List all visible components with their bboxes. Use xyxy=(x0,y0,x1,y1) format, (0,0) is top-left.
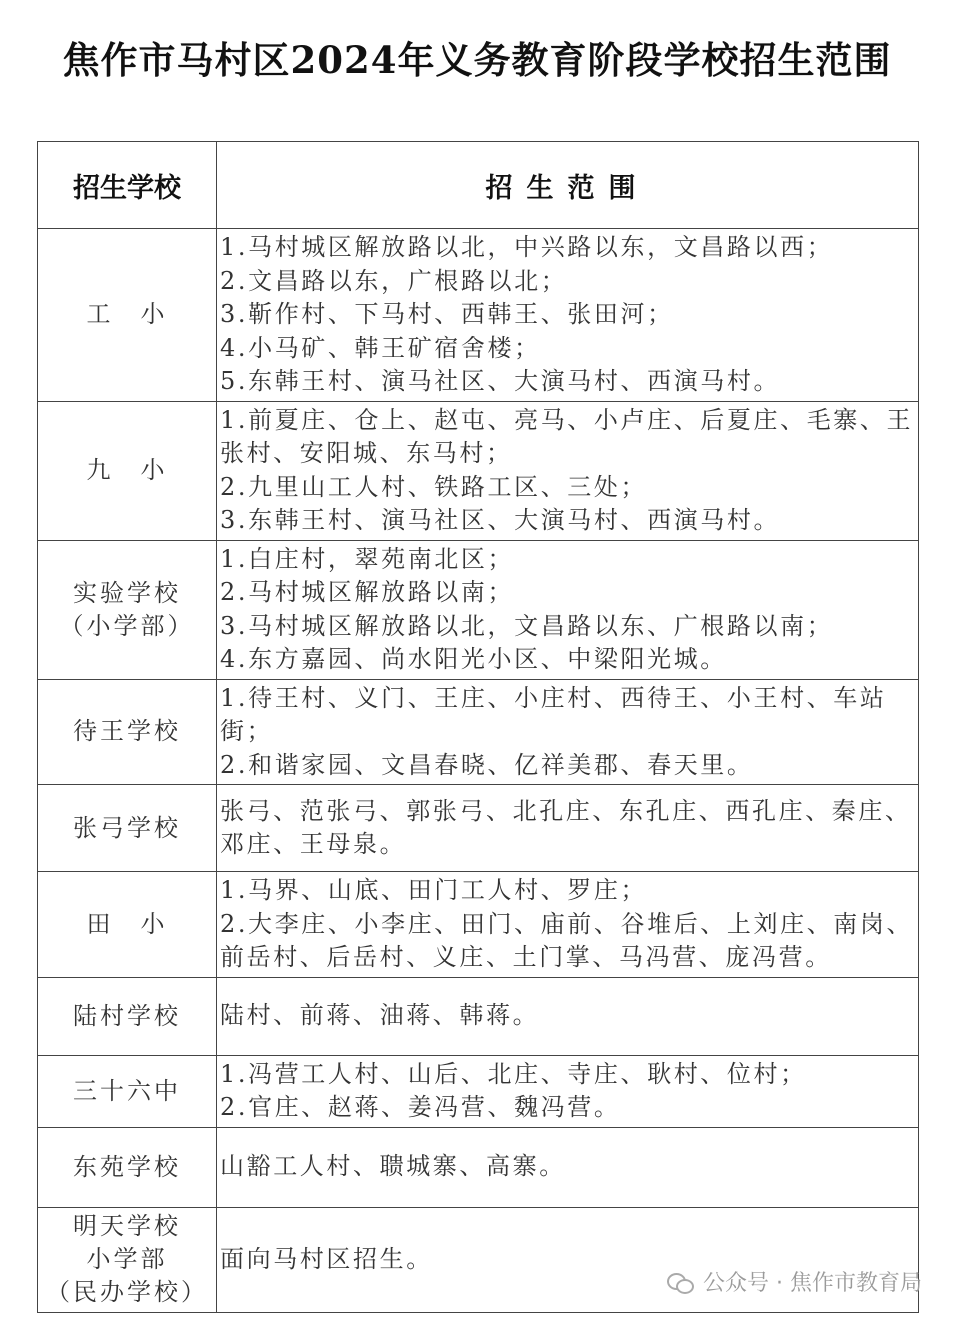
scope-cell xyxy=(217,1127,919,1207)
table-row xyxy=(38,977,919,1055)
scope-item: 5.东韩王村、演马社区、大演马村、西演马村。 xyxy=(220,367,781,395)
enrollment-table xyxy=(37,141,919,1313)
header-scope: 招生范围 xyxy=(217,142,919,229)
table-row xyxy=(38,1055,919,1127)
school-name-line: 实验学校 xyxy=(73,578,181,607)
school-cell xyxy=(38,872,217,978)
school-name-line: 三十六中 xyxy=(73,1076,181,1105)
school-cell xyxy=(38,401,217,540)
school-name-line: 陆村学校 xyxy=(73,1001,181,1030)
wechat-icon xyxy=(667,1271,695,1293)
scope-item: 2.文昌路以东，广根路以北； xyxy=(220,266,568,295)
school-name-line: 明天学校 xyxy=(73,1212,181,1240)
table-row xyxy=(38,229,919,402)
school-cell xyxy=(38,540,217,679)
scope-cell xyxy=(217,785,919,872)
table-row xyxy=(38,540,919,679)
school-name-line: 张弓学校 xyxy=(73,813,181,842)
scope-item: 2.大李庄、小李庄、田门、庙前、谷堆后、上刘庄、南岗、前岳村、后岳村、义庄、土门掌、马冯营、庞冯营。 xyxy=(220,909,914,971)
scope-item: 张弓、范张弓、郭张弓、北孔庄、东孔庄、西孔庄、秦庄、邓庄、王母泉。 xyxy=(220,796,912,858)
scope-cell xyxy=(217,872,919,978)
scope-item: 山豁工人村、聩城寨、高寨。 xyxy=(220,1152,566,1181)
scope-item: 3.东韩王村、演马社区、大演马村、西演马村。 xyxy=(220,506,781,534)
scope-item: 1.白庄村，翠苑南北区； xyxy=(220,544,515,573)
scope-item: 2.官庄、赵蒋、姜冯营、魏冯营。 xyxy=(220,1093,621,1121)
school-name-line: 东苑学校 xyxy=(73,1152,181,1181)
school-cell xyxy=(38,1127,217,1207)
scope-item: 2.马村城区解放路以南； xyxy=(220,578,515,606)
scope-cell xyxy=(217,679,919,785)
scope-item: 4.东方嘉园、尚水阳光小区、中梁阳光城。 xyxy=(220,645,727,673)
school-cell xyxy=(38,1055,217,1127)
scope-item: 1.马界、山底、田门工人村、罗庄； xyxy=(220,876,648,904)
school-name-line: 工 小 xyxy=(86,300,168,329)
school-name-line: （小学部） xyxy=(59,611,195,640)
scope-item: 1.冯营工人村、山后、北庄、寺庄、耿村、位村； xyxy=(220,1059,807,1088)
scope-cell xyxy=(217,401,919,540)
school-name-line: 田 小 xyxy=(86,909,168,938)
scope-item: 3.靳作村、下马村、西韩王、张田河； xyxy=(220,300,674,328)
school-name-line: （民办学校） xyxy=(46,1278,208,1306)
table-row xyxy=(38,785,919,872)
header-school: 招生学校 xyxy=(38,142,217,229)
scope-item: 3.马村城区解放路以北，文昌路以东、广根路以南； xyxy=(220,611,834,640)
school-name-line: 小学部 xyxy=(86,1245,168,1273)
school-cell xyxy=(38,977,217,1055)
scope-item: 面向马村区招生。 xyxy=(220,1244,433,1273)
school-name-line: 待王学校 xyxy=(73,717,181,746)
scope-cell xyxy=(217,977,919,1055)
page-title: 焦作市马村区2024年义务教育阶段学校招生范围 xyxy=(62,38,892,82)
scope-item: 2.和谐家园、文昌春晓、亿祥美郡、春天里。 xyxy=(220,750,754,779)
school-cell xyxy=(38,1207,217,1312)
scope-item: 1.待王村、义门、王庄、小庄村、西待王、小王村、车站街； xyxy=(220,683,887,745)
watermark-text: 公众号 · 焦作市教育局 xyxy=(703,1271,922,1296)
table-row xyxy=(38,401,919,540)
school-name-line: 九 小 xyxy=(86,456,168,484)
scope-cell xyxy=(217,229,919,402)
scope-item: 4.小马矿、韩王矿宿舍楼； xyxy=(220,333,541,362)
table-row xyxy=(38,679,919,785)
scope-item: 1.马村城区解放路以北，中兴路以东，文昌路以西； xyxy=(220,233,834,261)
school-cell xyxy=(38,229,217,402)
scope-cell xyxy=(217,540,919,679)
table-header-row xyxy=(38,142,919,229)
school-cell xyxy=(38,785,217,872)
scope-item: 2.九里山工人村、铁路工区、三处； xyxy=(220,472,648,501)
scope-cell xyxy=(217,1055,919,1127)
table-row xyxy=(38,1127,919,1207)
scope-item: 陆村、前蒋、油蒋、韩蒋。 xyxy=(220,1001,540,1030)
watermark xyxy=(667,1266,922,1297)
table-row xyxy=(38,872,919,978)
scope-item: 1.前夏庄、仓上、赵屯、亮马、小卢庄、后夏庄、毛寨、王张村、安阳城、东马村； xyxy=(220,405,914,467)
school-cell xyxy=(38,679,217,785)
